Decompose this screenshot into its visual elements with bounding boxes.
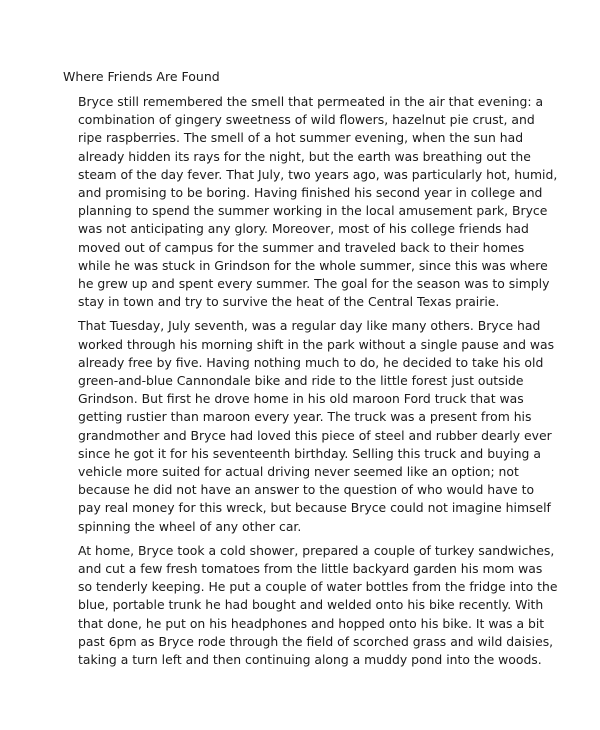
text-line: spinning the wheel of any other car.	[78, 518, 302, 534]
text-line: That Tuesday, July seventh, was a regular day like many others. Bryce had	[78, 318, 541, 334]
text-line: so tenderly keeping. He put a couple of water bottles from the fridge into the	[78, 579, 558, 595]
text-line: planning to spend the summer working in the local amusement park, Bryce	[78, 203, 548, 219]
text-line: while he was stuck in Grindson for the whole summer, since this was where	[78, 257, 548, 273]
text-line: moved out of campus for the summer and traveled back to their homes	[78, 239, 525, 255]
text-line: past 6pm as Bryce rode through the field of scorched grass and wild daisies,	[78, 633, 554, 649]
text-line: already free by five. Having nothing much to do, he decided to take his old	[78, 354, 544, 370]
text-line: and promising to be boring. Having finished his second year in college and	[78, 185, 543, 201]
text-line: Grindson. But first he drove home in his old maroon Ford truck that was	[78, 391, 524, 407]
text-line: since he got it for his seventeenth birthday. Selling this truck and buying a	[78, 445, 541, 461]
paragraph-2	[78, 317, 558, 535]
paragraph-3	[78, 542, 558, 669]
document-body	[78, 93, 558, 675]
text-line: At home, Bryce took a cold shower, prepared a couple of turkey sandwiches,	[78, 542, 555, 558]
text-line: was not anticipating any glory. Moreover, most of his college friends had	[78, 221, 529, 237]
text-line: vehicle more suited for actual driving never seemed like an option; not	[78, 464, 519, 480]
text-line: that done, he put on his headphones and hopped onto his bike. It was a bit	[78, 615, 545, 631]
text-line: Bryce still remembered the smell that permeated in the air that evening: a	[78, 94, 544, 109]
text-line: pay real money for this wreck, but because Bryce could not imagine himself	[78, 500, 551, 516]
text-line: getting rustier than maroon every year. The truck was a present from his	[78, 409, 532, 425]
paragraph-1	[78, 93, 558, 311]
text-line: taking a turn left and then continuing along a muddy pond into the woods.	[78, 652, 542, 668]
text-line: ripe raspberries. The smell of a hot summer evening, when the sun had	[78, 130, 524, 146]
text-line: and cut a few fresh tomatoes from the little backyard garden his mom was	[78, 561, 543, 577]
text-line: worked through his morning shift in the park without a single pause and was	[78, 336, 555, 352]
text-line: already hidden its rays for the night, but the earth was breathing out the	[78, 148, 531, 164]
text-line: combination of gingery sweetness of wild flowers, hazelnut pie crust, and	[78, 112, 535, 128]
text-line: stay in town and try to survive the heat of the Central Texas prairie.	[78, 294, 500, 310]
document-title: Where Friends Are Found	[63, 69, 220, 84]
text-line: because he did not have an answer to the question of who would have to	[78, 482, 535, 498]
text-line: green-and-blue Cannondale bike and ride to the little forest just outside	[78, 373, 524, 389]
text-line: he grew up and spent every summer. The goal for the season was to simply	[78, 276, 550, 292]
text-line: grandmother and Bryce had loved this piece of steel and rubber dearly ever	[78, 427, 552, 443]
text-line: blue, portable trunk he had bought and welded onto his bike recently. With	[78, 597, 544, 613]
text-line: steam of the day fever. That July, two years ago, was particularly hot, humid,	[78, 166, 558, 182]
